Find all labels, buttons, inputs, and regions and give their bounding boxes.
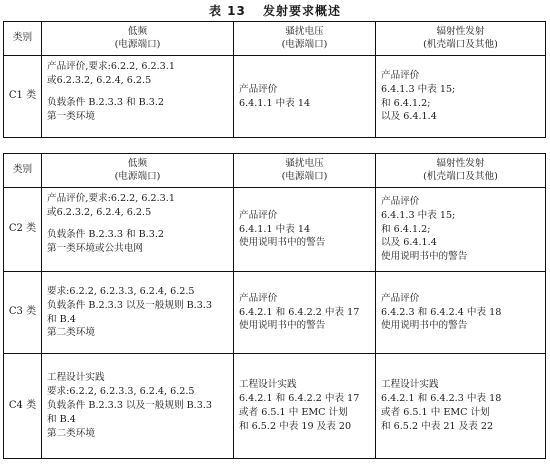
radiated-cell: 工程设计实践 6.4.2.1 和 6.4.2.3 中表 18 或者 6.5.1 中 EMC 计划 和 6.5.2 中表 21 及表 22 [376, 354, 546, 459]
disturbance-cell: 产品评价 6.4.1.1 中表 14 使用说明书中的警告 [234, 188, 376, 272]
table-row-c2 [4, 188, 546, 272]
disturbance-cell: 产品评价 6.4.2.1 和 6.4.2.2 中表 17 使用说明书中的警告 [234, 272, 376, 354]
emission-table-part-1 [3, 21, 546, 138]
header-low-freq: 低频 (电源端口) [42, 22, 234, 56]
low-freq-cell: 工程设计实践 要求:6.2.2, 6.2.3.3, 6.2.4, 6.2.5 负载条件 B.2.3.3 以及一般规则 B.3.3 和 B.4 第二类环境 [42, 354, 234, 459]
header-row [4, 22, 546, 56]
header-row [4, 154, 546, 188]
low-freq-cell: 产品评价,要求:6.2.2, 6.2.3.1 或6.2.3.2, 6.2.4, 6.2.5 负载条件 B.2.3.3 和 B.3.2 第一类环境 [42, 56, 234, 138]
header-disturbance: 骚扰电压 (电源端口) [234, 22, 376, 56]
disturbance-cell: 产品评价 6.4.1.1 中表 14 [234, 56, 376, 138]
table-row-c1 [4, 56, 546, 138]
category-cell: C3 类 [4, 272, 42, 354]
radiated-cell: 产品评价 6.4.2.3 和 6.4.2.4 中表 18 使用说明书中的警告 [376, 272, 546, 354]
header-radiated: 辐射性发射 (机壳端口及其他) [376, 154, 546, 188]
table-row-c3 [4, 272, 546, 354]
header-disturbance: 骚扰电压 (电源端口) [234, 154, 376, 188]
radiated-cell: 产品评价 6.4.1.3 中表 15; 和 6.4.1.2; 以及 6.4.1.4 [376, 56, 546, 138]
category-cell: C4 类 [4, 354, 42, 459]
header-category: 类别 [4, 22, 42, 56]
table-row-c4 [4, 354, 546, 459]
header-low-freq: 低频 (电源端口) [42, 154, 234, 188]
header-radiated: 辐射性发射 (机壳端口及其他) [376, 22, 546, 56]
category-cell: C2 类 [4, 188, 42, 272]
table-title [0, 2, 550, 19]
radiated-cell: 产品评价 6.4.1.3 中表 15; 和 6.4.1.2; 以及 6.4.1.4 使用说明书中的警告 [376, 188, 546, 272]
table-number: 表 13 [208, 4, 246, 18]
header-category: 类别 [4, 154, 42, 188]
emission-table-part-2 [3, 153, 546, 459]
disturbance-cell: 工程设计实践 6.4.2.1 和 6.4.2.2 中表 17 或者 6.5.1 中 EMC 计划 和 6.5.2 中表 19 及表 20 [234, 354, 376, 459]
table-caption: 发射要求概述 [263, 4, 342, 18]
low-freq-cell: 要求:6.2.2, 6.2.3.3, 6.2.4, 6.2.5 负载条件 B.2.3.3 以及一般规则 B.3.3 和 B.4 第二类环境 [42, 272, 234, 354]
category-cell: C1 类 [4, 56, 42, 138]
low-freq-cell: 产品评价,要求:6.2.2, 6.2.3.1 或6.2.3.2, 6.2.4, 6.2.5 负载条件 B.2.3.3 和 B.3.2 第一类环境或公共电网 [42, 188, 234, 272]
